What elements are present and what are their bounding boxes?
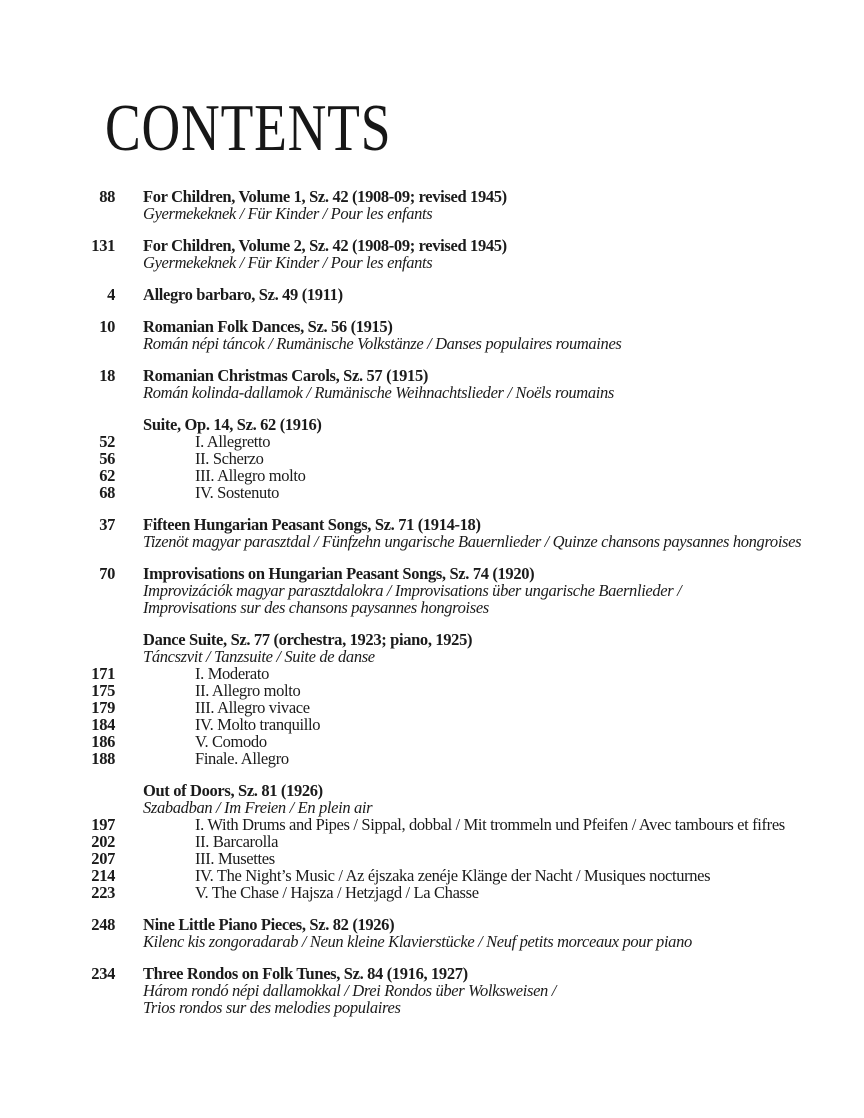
toc-row [60,450,864,467]
toc-entry [60,318,864,352]
toc-entry [60,416,864,501]
page-title: CONTENTS [105,91,392,165]
toc-row [60,682,864,699]
work-title: Romanian Christmas Carols, Sz. 57 (1915) [143,366,428,385]
work-subtitle: Trios rondos sur des melodies populaires [143,998,401,1017]
movement-label: III. Allegro molto [195,466,306,485]
movement-label: IV. The Night’s Music / Az éjszaka zenéje Klänge der Nacht / Musiques nocturnes [195,866,711,885]
work-title: For Children, Volume 1, Sz. 42 (1908-09; revised 1945) [143,187,507,206]
page-number: 214 [91,866,115,885]
page-number: 88 [99,187,115,206]
page-number: 175 [91,681,115,700]
toc-row [60,665,864,682]
work-subtitle: Kilenc kis zongoradarab / Neun kleine Klavierstücke / Neuf petits morceaux pour piano [143,932,692,951]
page-number: 223 [91,883,115,902]
toc-row [60,850,864,867]
toc-row [60,933,864,950]
toc-row [60,982,864,999]
work-title: Nine Little Piano Pieces, Sz. 82 (1926) [143,915,395,934]
toc-row [60,999,864,1016]
toc-row [60,384,864,401]
work-subtitle: Tizenöt magyar parasztdal / Fünfzehn ungarische Bauernlieder / Quinze chansons paysannes hongroises [143,532,802,551]
toc-row [60,582,864,599]
movement-label: II. Barcarolla [195,832,279,851]
movement-label: IV. Molto tranquillo [195,715,321,734]
page-number: 10 [99,317,115,336]
work-title: Improvisations on Hungarian Peasant Songs, Sz. 74 (1920) [143,564,535,583]
page-number: 56 [99,449,115,468]
page-number: 4 [107,285,115,304]
movement-label: V. The Chase / Hajsza / Hetzjagd / La Chasse [195,883,479,902]
work-subtitle: Táncszvit / Tanzsuite / Suite de danse [143,647,375,666]
toc-row [60,484,864,501]
work-subtitle: Román népi táncok / Rumänische Volkstänze / Danses populaires roumaines [143,334,622,353]
page-number: 234 [91,964,115,983]
page-number: 197 [91,815,115,834]
work-subtitle: Román kolinda-dallamok / Rumänische Weihnachtslieder / Noëls roumains [143,383,614,402]
toc-row [60,205,864,222]
toc-entry [60,286,864,303]
work-title: Three Rondos on Folk Tunes, Sz. 84 (1916, 1927) [143,964,468,983]
toc-row [60,833,864,850]
toc-row [60,188,864,205]
toc-row [60,516,864,533]
toc-row [60,733,864,750]
page-number: 68 [99,483,115,502]
toc-entry [60,965,864,1016]
toc-row [60,335,864,352]
toc-row [60,965,864,982]
work-subtitle: Improvisations sur des chansons paysannes hongroises [143,598,489,617]
page-number: 188 [91,749,115,768]
page-number: 207 [91,849,115,868]
movement-label: Finale. Allegro [195,749,289,768]
table-of-contents [60,188,864,1016]
work-subtitle: Szabadban / Im Freien / En plein air [143,798,373,817]
page-number: 131 [91,236,115,255]
work-subtitle: Improvizációk magyar parasztdalokra / Improvisations über ungarische Baernlieder / [143,581,682,600]
toc-entry [60,631,864,767]
toc-row [60,318,864,335]
movement-label: II. Allegro molto [195,681,301,700]
toc-entry [60,782,864,901]
toc-row [60,254,864,271]
work-title: Out of Doors, Sz. 81 (1926) [143,781,323,800]
movement-label: III. Musettes [195,849,275,868]
work-title: Allegro barbaro, Sz. 49 (1911) [143,285,343,304]
toc-row [60,533,864,550]
page-number: 62 [99,466,115,485]
work-title: For Children, Volume 2, Sz. 42 (1908-09; revised 1945) [143,236,507,255]
toc-row [60,699,864,716]
page-number: 171 [91,664,115,683]
toc-row [60,237,864,254]
toc-row [60,716,864,733]
toc-row [60,599,864,616]
movement-label: II. Scherzo [195,449,264,468]
movement-label: I. Allegretto [195,432,271,451]
page-number: 18 [99,366,115,385]
toc-row [60,867,864,884]
toc-entry [60,916,864,950]
page-number: 70 [99,564,115,583]
toc-row [60,416,864,433]
work-title: Romanian Folk Dances, Sz. 56 (1915) [143,317,393,336]
toc-row [60,467,864,484]
toc-entry [60,188,864,222]
movement-label: III. Allegro vivace [195,698,310,717]
toc-row [60,799,864,816]
page-number: 52 [99,432,115,451]
toc-row [60,367,864,384]
toc-row [60,816,864,833]
toc-entry [60,516,864,550]
movement-label: V. Comodo [195,732,267,751]
movement-label: I. With Drums and Pipes / Sippal, dobbal / Mit trommeln und Pfeifen / Avec tambours et fifres [195,815,785,834]
toc-row [60,433,864,450]
movement-label: I. Moderato [195,664,270,683]
work-subtitle: Gyermekeknek / Für Kinder / Pour les enfants [143,253,433,272]
work-title: Suite, Op. 14, Sz. 62 (1916) [143,415,322,434]
toc-row [60,286,864,303]
page-number: 248 [91,915,115,934]
page-number: 184 [91,715,115,734]
work-title: Fifteen Hungarian Peasant Songs, Sz. 71 (1914-18) [143,515,481,534]
page-number: 202 [91,832,115,851]
toc-entry [60,367,864,401]
toc-row [60,631,864,648]
toc-row [60,565,864,582]
toc-row [60,916,864,933]
page-number: 179 [91,698,115,717]
toc-row [60,782,864,799]
toc-row [60,750,864,767]
work-title: Dance Suite, Sz. 77 (orchestra, 1923; piano, 1925) [143,630,473,649]
toc-entry [60,565,864,616]
work-subtitle: Gyermekeknek / Für Kinder / Pour les enfants [143,204,433,223]
toc-row [60,648,864,665]
toc-entry [60,237,864,271]
work-subtitle: Három rondó népi dallamokkal / Drei Rondos über Wolksweisen / [143,981,556,1000]
page-number: 186 [91,732,115,751]
page-number: 37 [99,515,115,534]
movement-label: IV. Sostenuto [195,483,280,502]
toc-row [60,884,864,901]
